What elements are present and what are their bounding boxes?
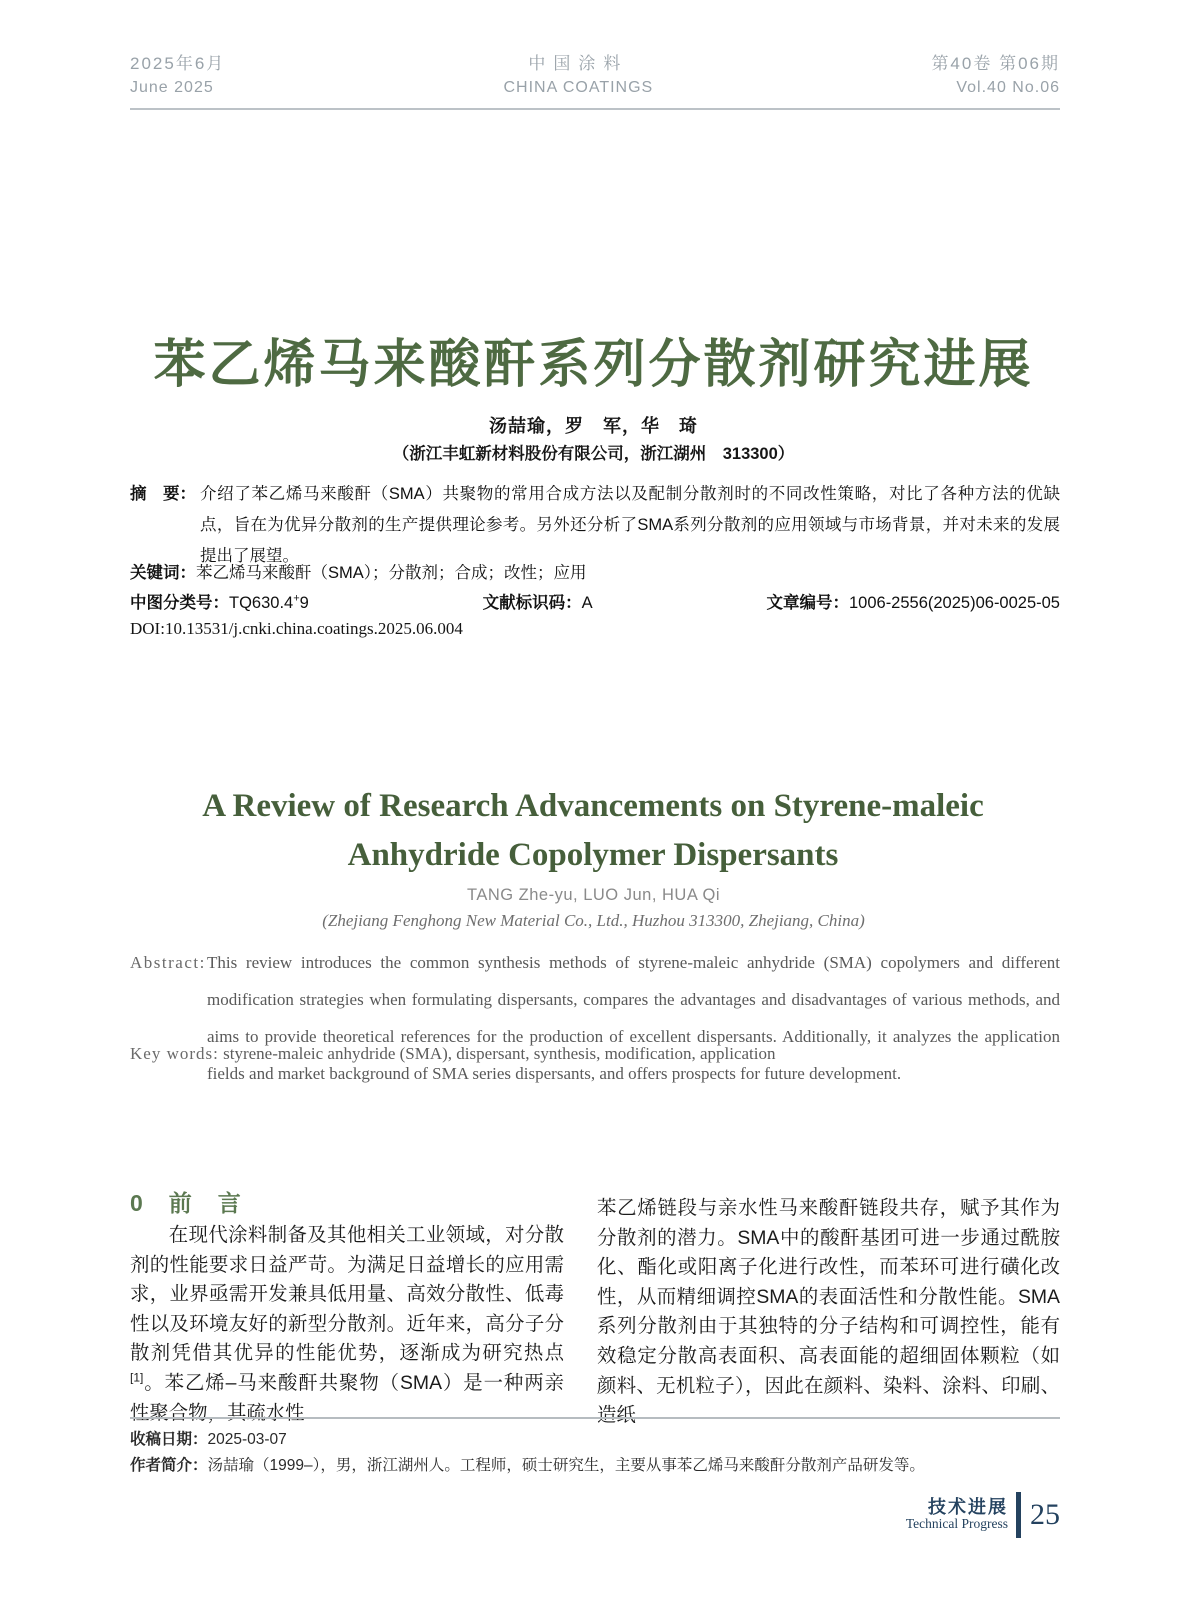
author-bio-label: 作者简介： — [130, 1457, 208, 1474]
clc-value-sup: + — [293, 592, 300, 605]
section-title: 前言 — [168, 1190, 267, 1216]
date-zh: 2025年6月 — [130, 54, 226, 73]
article-id-label: 文章编号： — [766, 594, 849, 612]
article-id-value: 1006-2556(2025)06-0025-05 — [848, 594, 1060, 612]
page-footer — [906, 1492, 1060, 1538]
abstract-en — [130, 944, 1060, 1092]
authors-zh: 汤喆瑜，罗 军，华 琦 — [489, 416, 698, 436]
section-number: 0 — [130, 1190, 143, 1216]
received-date-value: 2025-03-07 — [207, 1431, 287, 1448]
doi: DOI:10.13531/j.cnki.china.coatings.2025.06.004 — [130, 619, 463, 638]
intro-paragraph-left — [130, 1221, 564, 1428]
abstract-label-zh: 摘 要： — [130, 485, 196, 503]
journal-name-en: CHINA COATINGS — [503, 79, 654, 96]
author-bio-text: 汤喆瑜（1999–），男，浙江湖州人。工程师，硕士研究生，主要从事苯乙烯马来酸酐分散剂产品研发等。 — [207, 1457, 925, 1474]
abstract-text-zh: 介绍了苯乙烯马来酸酐（SMA）共聚物的常用合成方法以及配制分散剂时的不同改性策略，对比了各种方法的优缺点，旨在为优异分散剂的生产提供理论参考。另外还分析了SMA系列分散剂的应用领域与市场背景，并对未来的发展提出了展望。 — [200, 485, 1060, 565]
document-code-label: 文献标识码： — [482, 594, 582, 612]
body-column-left — [130, 1221, 564, 1428]
received-date-note — [130, 1427, 1060, 1453]
clc-value-tail: 9 — [299, 594, 309, 612]
authors-en: TANG Zhe-yu, LUO Jun, HUA Qi — [466, 886, 720, 904]
reference-marker-1: [1] — [130, 1370, 144, 1385]
keywords-label-en: Key words: — [130, 1044, 219, 1063]
keywords-text-zh: 苯乙烯马来酸酐（SMA）；分散剂；合成；改性；应用 — [196, 564, 587, 582]
column-label-zh: 技术进展 — [928, 1496, 1008, 1517]
running-head-journal — [504, 52, 654, 100]
received-date-label: 收稿日期： — [130, 1431, 208, 1448]
article-title-zh: 苯乙烯马来酸酐系列分散剂研究进展 — [153, 336, 1034, 394]
classification-row — [130, 589, 1060, 613]
clc-number — [130, 589, 309, 613]
article-id — [766, 589, 1060, 613]
section-heading-intro — [130, 1185, 267, 1218]
abstract-text-en: This review introduces the common synthesis methods of styrene-maleic anhydride (SMA) copolymers and different modification strategies when formulating dispersants, compares the advantages and disadvantages of various methods, and aims to provide theoretical references for the production of excellent dispersants. Additionally, it analyzes the application fields and market background of SMA series dispersants, and offers prospects for future development. — [207, 953, 1060, 1083]
intro-paragraph-right: 苯乙烯链段与亲水性马来酸酐链段共存，赋予其作为分散剂的潜力。SMA中的酸酐基团可进一步通过酰胺化、酯化或阳离子化进行改性，而苯环可进行磺化改性，从而精细调控SMA的表面活性和分散性能。SMA系列分散剂由于其独特的分子结构和可调控性，能有效稳定分散高表面积、高表面能的超细固体颗粒（如颜料、无机粒子），因此在颜料、染料、涂料、印刷、造纸 — [597, 1197, 1060, 1427]
document-code-value: A — [581, 594, 593, 612]
intro-text-1: 在现代涂料制备及其他相关工业领域，对分散剂的性能要求日益严苛。为满足日益增长的应用需求，业界亟需开发兼具低用量、高效分散性、低毒性以及环境友好的新型分散剂。近年来，高分子分散剂凭借其优异的性能优势，逐渐成为研究热点 — [130, 1224, 564, 1365]
keywords-en — [130, 1044, 1060, 1064]
journal-name-zh: 中国涂料 — [528, 54, 629, 73]
running-head-issue — [931, 52, 1060, 100]
article-title-en: A Review of Research Advancements on Styrene-maleic Anhydride Copolymer Dispersants — [202, 788, 984, 873]
keywords-text-en: styrene-maleic anhydride (SMA), dispersant, synthesis, modification, application — [223, 1044, 776, 1063]
abstract-label-en: Abstract: — [130, 953, 206, 972]
column-label — [906, 1498, 1016, 1533]
footer-bar — [1016, 1492, 1021, 1538]
author-bio-note — [130, 1453, 1060, 1479]
keywords-zh — [130, 559, 1060, 583]
page-number: 25 — [1030, 1498, 1060, 1531]
clc-label: 中图分类号： — [130, 594, 229, 612]
date-en: June 2025 — [130, 79, 214, 96]
issue-zh: 第40卷 第06期 — [931, 54, 1060, 73]
column-label-en: Technical Progress — [905, 1516, 1008, 1532]
affiliation-en: (Zhejiang Fenghong New Material Co., Ltd., Huzhou 313300, Zhejiang, China) — [322, 911, 865, 930]
issue-en: Vol.40 No.06 — [956, 79, 1060, 96]
keywords-label-zh: 关键词： — [130, 564, 196, 582]
footnote-divider — [130, 1417, 1060, 1419]
document-code — [483, 589, 593, 613]
affiliation-zh: （浙江丰虹新材料股份有限公司，浙江湖州 313300） — [392, 445, 795, 463]
intro-text-2: 。苯乙烯–马来酸酐共聚物（SMA）是一种两亲性聚合物，其疏水性 — [130, 1371, 564, 1424]
body-column-right — [597, 1194, 1060, 1431]
running-head-date — [130, 52, 225, 100]
running-head — [130, 52, 1060, 110]
clc-value: TQ630.4 — [229, 594, 294, 612]
